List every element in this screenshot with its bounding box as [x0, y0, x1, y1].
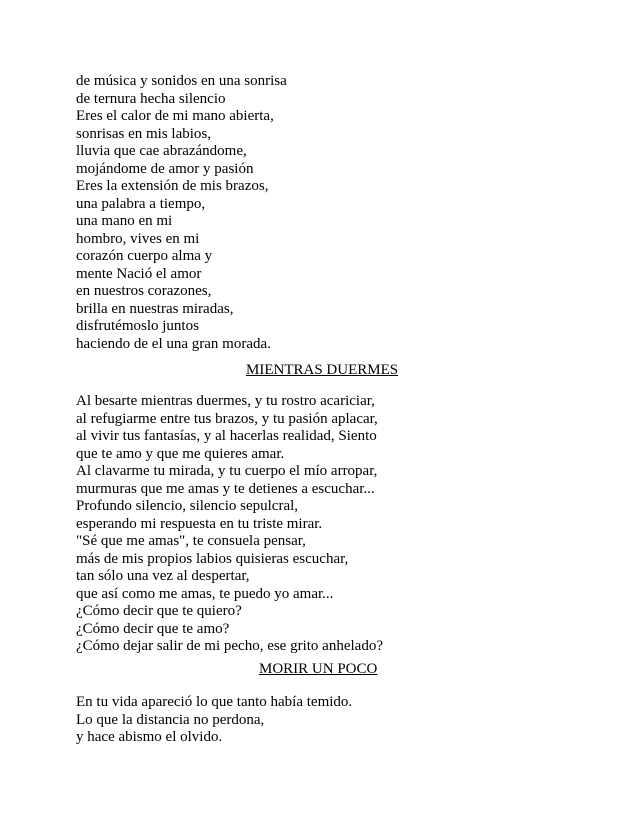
- poem-line: hombro, vives en mi: [76, 230, 200, 247]
- poem-line: más de mis propios labios quisieras escuchar,: [76, 550, 349, 567]
- poem-line: ¿Cómo decir que te quiero?: [76, 603, 242, 619]
- poem-line: murmuras que me amas y te detienes a escuchar...: [76, 480, 375, 497]
- poem-line: ¿Cómo decir que te amo?: [76, 620, 230, 637]
- poem-line: disfrutémoslo juntos: [76, 318, 199, 334]
- poem-continuation: [76, 73, 576, 353]
- poem-line: Eres el calor de mi mano abierta,: [76, 108, 274, 124]
- poem-line: lluvia que cae abrazándome,: [76, 143, 247, 159]
- poem-line: mente Nació el amor: [76, 265, 202, 282]
- poem-line: una mano en mi: [76, 213, 173, 229]
- poem-line: Profundo silencio, silencio sepulcral,: [76, 498, 299, 514]
- poem-line: que te amo y que me quieres amar.: [76, 445, 285, 462]
- poem-line: ¿Cómo dejar salir de mi pecho, ese grito anhelado?: [76, 638, 383, 654]
- poem-line: Al clavarme tu mirada, y tu cuerpo el mío arropar,: [76, 463, 378, 479]
- poem-line: Al besarte mientras duermes, y tu rostro acariciar,: [76, 393, 375, 409]
- poem-line: haciendo de el una gran morada.: [76, 335, 271, 352]
- poem-line: esperando mi respuesta en tu triste mirar.: [76, 515, 323, 532]
- poem-line: Eres la extensión de mis brazos,: [76, 178, 269, 194]
- poem-line: que así como me amas, te puedo yo amar...: [76, 585, 334, 602]
- poem-line: mojándome de amor y pasión: [76, 160, 254, 177]
- poem-line: en nuestros corazones,: [76, 283, 212, 299]
- poem-line: Lo que la distancia no perdona,: [76, 711, 265, 728]
- poem-line: "Sé que me amas", te consuela pensar,: [76, 533, 306, 549]
- poem-line: En tu vida apareció lo que tanto había temido.: [76, 694, 353, 710]
- poem-line: y hace abismo el olvido.: [76, 729, 223, 745]
- poem-title-morir-un-poco: MORIR UN POCO: [259, 661, 378, 677]
- poem-line: de música y sonidos en una sonrisa: [76, 73, 287, 89]
- poem-line: una palabra a tiempo,: [76, 195, 206, 212]
- poem-mientras-duermes: [76, 393, 576, 656]
- poem-title-mientras-duermes: MIENTRAS DUERMES: [246, 362, 399, 378]
- poem-line: al refugiarme entre tus brazos, y tu pasión aplacar,: [76, 410, 378, 427]
- poem-morir-un-poco: [76, 694, 576, 747]
- poem-line: al vivir tus fantasías, y al hacerlas realidad, Siento: [76, 428, 377, 444]
- poem-line: tan sólo una vez al despertar,: [76, 568, 250, 584]
- poem-line: sonrisas en mis labios,: [76, 125, 211, 142]
- poem-line: corazón cuerpo alma y: [76, 248, 213, 264]
- poem-line: de ternura hecha silencio: [76, 90, 226, 107]
- poem-line: brilla en nuestras miradas,: [76, 300, 234, 317]
